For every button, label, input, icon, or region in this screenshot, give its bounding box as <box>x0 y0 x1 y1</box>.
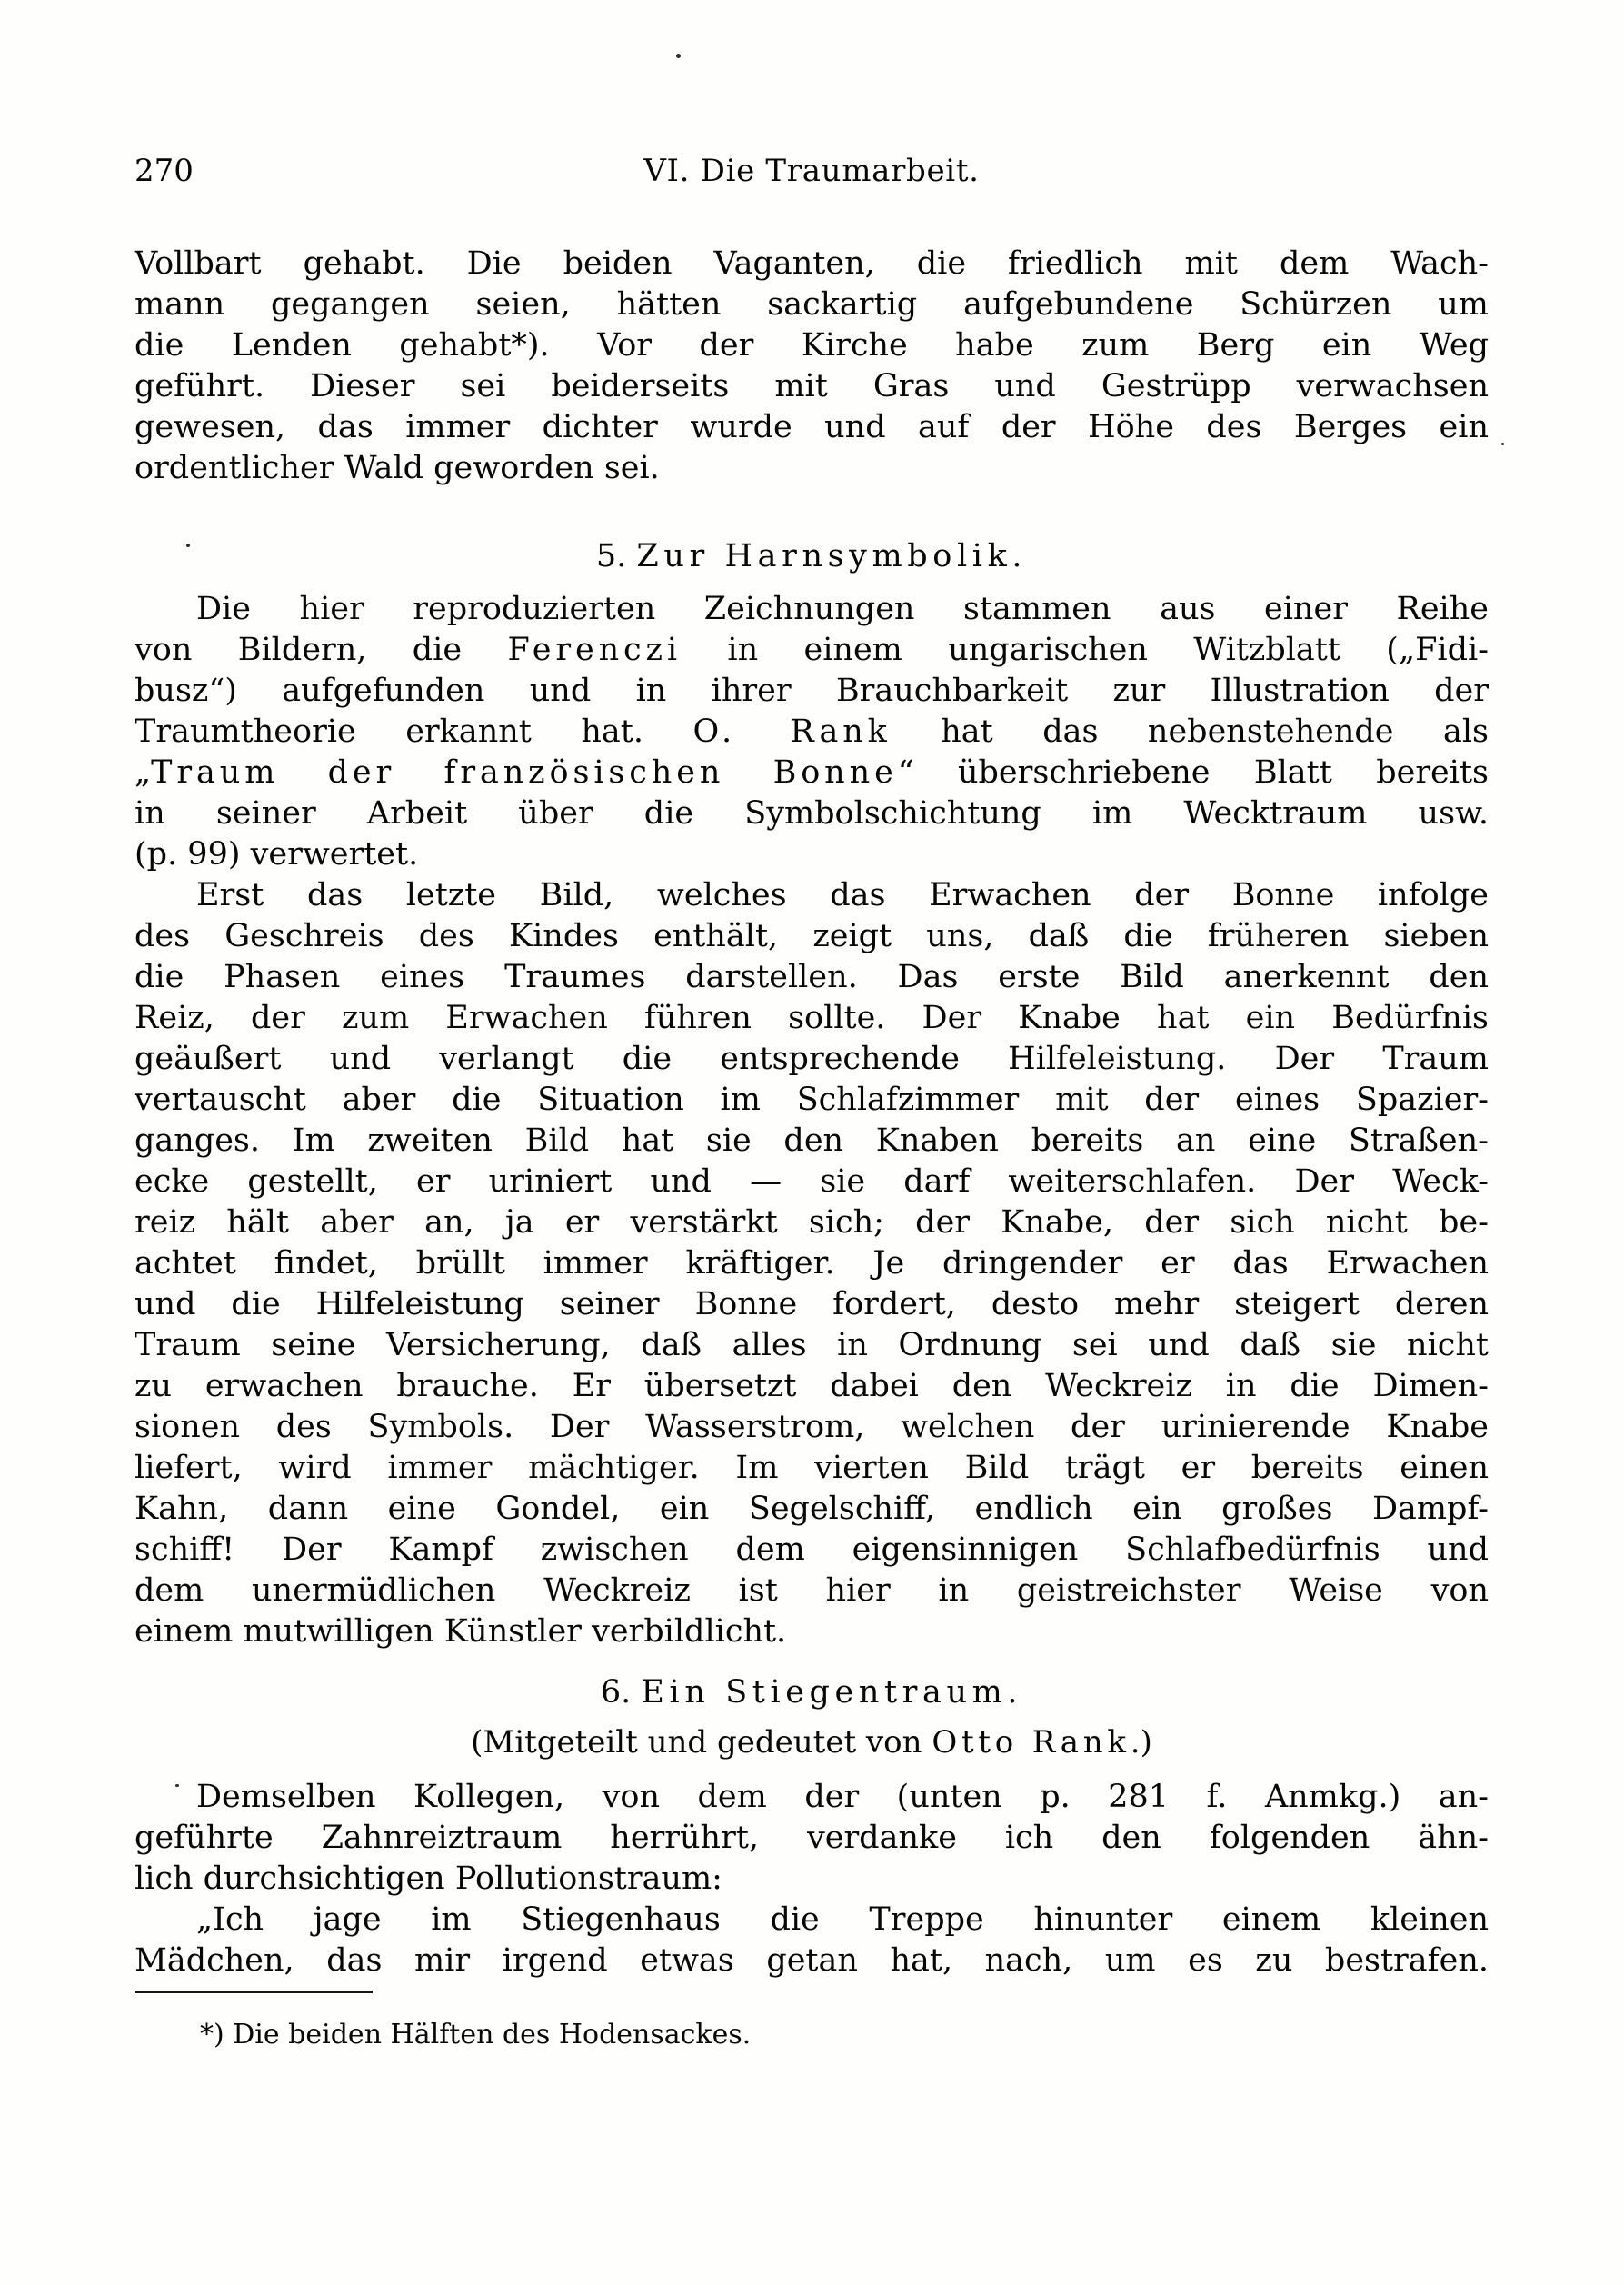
text-line: in seiner Arbeit über die Symbolschichtung im Wecktraum usw. <box>135 795 1489 832</box>
text-line: ganges. Im zweiten Bild hat sie den Knaben bereits an eine Straßen- <box>135 1123 1489 1159</box>
text-line: zu erwachen brauche. Er übersetzt dabei den Weckreiz in die Dimen- <box>135 1368 1489 1404</box>
text-line: des Geschreis des Kindes enthält, zeigt uns, daß die früheren sieben <box>135 918 1489 954</box>
text-segment: „ <box>135 754 152 791</box>
text-line: die Phasen eines Traumes darstellen. Das erste Bild anerkennt den <box>135 959 1489 995</box>
scan-speck <box>1501 443 1504 445</box>
paragraph <box>135 244 1489 489</box>
paragraph <box>135 1900 1489 1981</box>
text-line: geführt. Dieser sei beiderseits mit Gras und Gestrüpp verwachsen <box>135 368 1489 404</box>
text-line: geführte Zahnreiztraum herrührt, verdanke ich den folgenden ähn- <box>135 1820 1489 1856</box>
text-line: Erst das letzte Bild, welches das Erwachen der Bonne infolge <box>196 877 1489 913</box>
text-line: und die Hilfeleistung seiner Bonne fordert, desto mehr steigert deren <box>135 1286 1489 1322</box>
text-line: die Lenden gehabt*). Vor der Kirche habe zum Berg ein Weg <box>135 327 1489 364</box>
scan-speck <box>676 54 681 58</box>
text-line: gewesen, das immer dichter wurde und auf der Höhe des Berges ein <box>135 409 1489 445</box>
text-line: sionen des Symbols. Der Wasserstrom, welchen der urinierende Knabe <box>135 1409 1489 1445</box>
text-segment: Traumtheorie erkannt hat. <box>135 713 693 750</box>
text-line: ordentlicher Wald geworden sei. <box>135 450 660 486</box>
text-line <box>135 712 1489 753</box>
text-line: vertauscht aber die Situation im Schlafzimmer mit der eines Spazier- <box>135 1082 1489 1118</box>
letterspaced-text: Otto Rank <box>932 1724 1131 1761</box>
text-line: Demselben Kollegen, von dem der (unten p. 281 f. Anmkg.) an- <box>196 1779 1489 1815</box>
text-line: Reiz, der zum Erwachen führen sollte. Der Knabe hat ein Bedürfnis <box>135 1000 1489 1036</box>
text-line <box>135 630 1489 671</box>
letterspaced-text: Ein Stiegentraum. <box>641 1674 1023 1711</box>
letterspaced-text: Ferenczi <box>507 632 682 668</box>
paragraph <box>135 1777 1489 1900</box>
section-heading <box>135 1672 1489 1713</box>
text-line: busz“) aufgefunden und in ihrer Brauchbarkeit zur Illustration der <box>135 673 1489 709</box>
letterspaced-text: Traum der französischen Bonne <box>151 754 898 791</box>
page-number: 270 <box>135 153 194 189</box>
text-line: Vollbart gehabt. Die beiden Vaganten, die friedlich mit dem Wach- <box>135 245 1489 282</box>
text-line: Traum seine Versicherung, daß alles in Ordnung sei und daß sie nicht <box>135 1327 1489 1363</box>
text-line: dem unermüdlichen Weckreiz ist hier in geistreichster Weise von <box>135 1572 1489 1609</box>
text-line: „Ich jage im Stiegenhaus die Treppe hinunter einem kleinen <box>196 1901 1489 1938</box>
text-segment: .) <box>1130 1724 1152 1761</box>
text-line: ecke gestellt, er uriniert und — sie darf weiterschlafen. Der Weck- <box>135 1163 1489 1200</box>
footnote: *) Die beiden Hälften des Hodensackes. <box>200 2019 752 2051</box>
text-line: reiz hält aber an, ja er verstärkt sich; der Knabe, der sich nicht be- <box>135 1204 1489 1241</box>
text-line: geäußert und verlangt die entsprechende Hilfeleistung. Der Traum <box>135 1041 1489 1077</box>
text-line: einem mutwilligen Künstler verbildlicht. <box>135 1613 787 1650</box>
page-header <box>135 151 1489 192</box>
text-segment: 5. <box>595 538 637 574</box>
text-line: achtet findet, brüllt immer kräftiger. Je dringender er das Erwachen <box>135 1245 1489 1282</box>
paragraph <box>135 875 1489 1652</box>
text-segment: von Bildern, die <box>135 632 508 668</box>
text-line: (p. 99) verwertet. <box>135 836 419 873</box>
section-heading <box>135 536 1489 577</box>
letterspaced-text: O. Rank <box>692 713 892 750</box>
text-segment: 6. <box>600 1674 642 1711</box>
text-segment: hat das nebenstehende als <box>891 713 1489 750</box>
footnote-rule <box>135 1991 373 1993</box>
text-line: lich durchsichtigen Pollutionstraum: <box>135 1861 722 1897</box>
section-subheading <box>135 1722 1489 1763</box>
text-line: Die hier reproduzierten Zeichnungen stammen aus einer Reihe <box>196 591 1489 627</box>
text-segment: (Mitgeteilt und gedeutet von <box>471 1724 932 1761</box>
text-line: schiff! Der Kampf zwischen dem eigensinnigen Schlafbedürfnis und <box>135 1532 1489 1568</box>
body-text <box>135 244 1489 1981</box>
text-line <box>135 753 1489 793</box>
running-head: VI. Die Traumarbeit. <box>643 153 980 189</box>
paragraph <box>135 589 1489 875</box>
text-column <box>135 151 1489 2053</box>
text-line: liefert, wird immer mächtiger. Im vierten Bild trägt er bereits einen <box>135 1450 1489 1486</box>
text-line: Kahn, dann eine Gondel, ein Segelschiff, endlich ein großes Dampf- <box>135 1491 1489 1527</box>
text-segment: “ überschriebene Blatt bereits <box>897 754 1489 791</box>
letterspaced-text: Zur Harnsymbolik. <box>636 538 1028 574</box>
text-line: mann gegangen seien, hätten sackartig aufgebundene Schürzen um <box>135 286 1489 323</box>
text-segment: in einem ungarischen Witzblatt („Fidi- <box>682 632 1489 668</box>
text-line: Mädchen, das mir irgend etwas getan hat, nach, um es zu bestrafen. <box>135 1942 1489 1979</box>
